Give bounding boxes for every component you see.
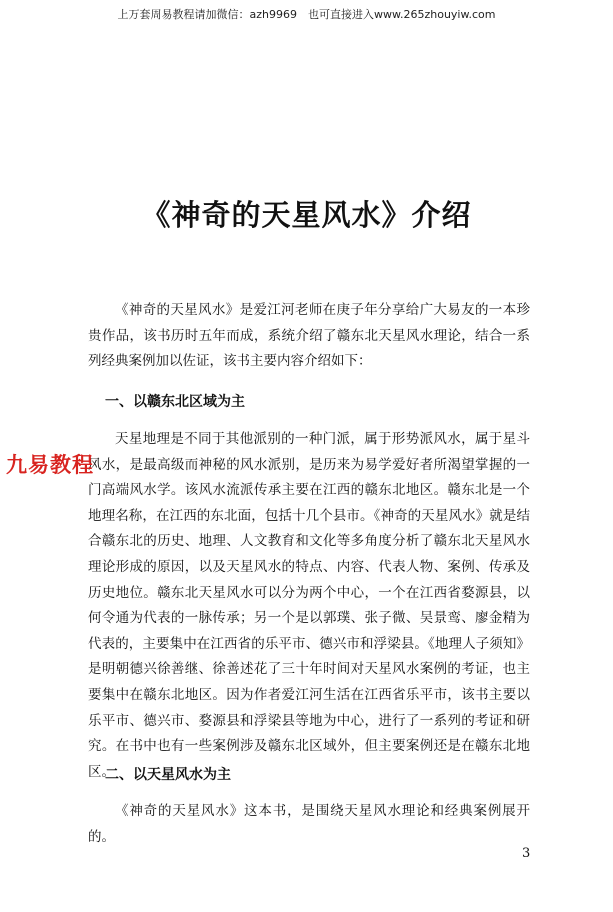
page-number: 3 [522, 846, 531, 861]
page-header: 上万套周易教程请加微信：azh9969 也可直接进入www.265zhouyiw.com [117, 8, 496, 21]
section-2-body-block [88, 799, 530, 850]
section-paragraph: 天星地理是不同于其他派别的一种门派，属于形势派风水，属于星斗风水，是最高级而神秘的风水派别，是历来为易学爱好者所渴望掌握的一门高端风水学。该风水流派传承主要在江西的赣东北地区。赣东北是一个地理名称，在江西的东北面，包括十几个县市。《神奇的天星风水》就是结合赣东北的历史、地理、人文教育和文化等多角度分析了赣东北天星风水理论形成的原因，以及天星风水的特点、内容、代表人物、案例、传承及历史地位。赣东北天星风水可以分为两个中心，一个在江西省婺源县，以何令通为代表的一脉传承；另一个是以郭璞、张子微、吴景鸾、廖金精为代表的，主要集中在江西省的乐平市、德兴市和浮梁县。《地理人子须知》是明朝德兴徐善继、徐善述花了三十年时间对天星风水案例的考证，也主要集中在赣东北地区。因为作者爱江河生活在江西省乐平市，该书主要以乐平市、德兴市、婺源县和浮梁县等地为中心，进行了一系列的考证和研究。在书中也有一些案例涉及赣东北区域外，但主要案例还是在赣东北地区。 [88, 431, 530, 780]
section-2-heading-block [88, 763, 530, 789]
page-title: 《神奇的天星风水》介绍 [141, 198, 472, 232]
section-heading: 二、以天星风水为主 [105, 767, 231, 783]
section-heading: 一、以赣东北区域为主 [105, 394, 245, 410]
intro-paragraph: 《神奇的天星风水》是爱江河老师在庚子年分享给广大易友的一本珍贵作品，该书历时五年而成，系统介绍了赣东北天星风水理论，结合一系列经典案例加以佐证，该书主要内容介绍如下： [88, 302, 530, 370]
watermark-logo: 九易教程 [6, 453, 94, 477]
section-paragraph: 《神奇的天星风水》这本书，是围绕天星风水理论和经典案例展开的。 [88, 803, 530, 845]
section-1-body-block [88, 427, 530, 785]
intro-section [88, 298, 530, 375]
section-1-heading-block [88, 390, 530, 416]
